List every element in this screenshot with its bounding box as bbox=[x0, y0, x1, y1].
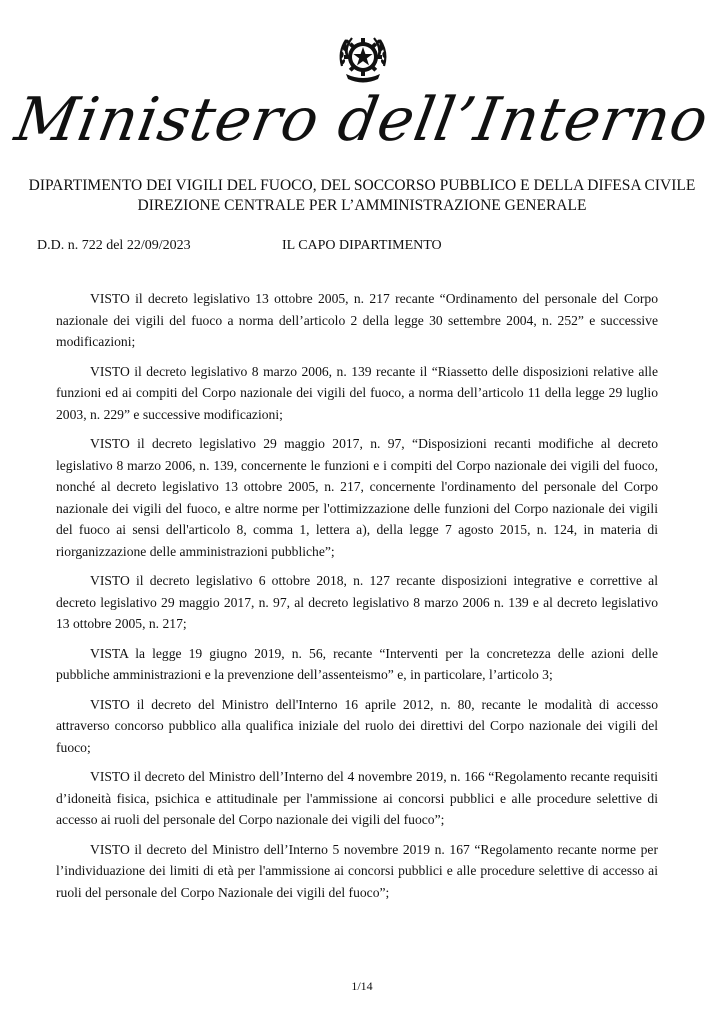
whereas-paragraph: VISTO il decreto del Ministro dell’Interno 5 novembre 2019 n. 167 “Regolamento recante norme per l’individuazione dei limiti di età per l'ammissione ai concorsi pubblici e alle procedure selettive di accesso ai ruoli del personale del Corpo Nazionale dei vigili del fuoco”; bbox=[56, 841, 658, 900]
italian-republic-emblem-icon bbox=[332, 26, 394, 88]
whereas-paragraph: VISTO il decreto legislativo 6 ottobre 2018, n. 127 recante disposizioni integrative e correttive al decreto legislativo 29 maggio 2017, n. 97, al decreto legislativo 8 marzo 2006 n. 139 e al decreto legislativo 13 ottobre 2005, n. 217; bbox=[56, 573, 658, 631]
direction-name: DIREZIONE CENTRALE PER L’AMMINISTRAZIONE GENERALE bbox=[137, 197, 587, 214]
whereas-paragraph: VISTA la legge 19 giugno 2019, n. 56, recante “Interventi per la concretezza delle azioni delle pubbliche amministrazioni e la prevenzione dell’assenteismo” e, in particolare, l’articolo 3; bbox=[56, 645, 658, 682]
whereas-paragraph: VISTO il decreto legislativo 13 ottobre 2005, n. 217 recante “Ordinamento del personale del Corpo nazionale dei vigili del fuoco a norma dell’articolo 2 della legge 30 settembre 2004, n. 252” e successive modificazioni; bbox=[56, 291, 658, 349]
whereas-paragraph: VISTO il decreto legislativo 29 maggio 2017, n. 97, “Disposizioni recanti modifiche al decreto legislativo 8 marzo 2006, n. 139, concernente le funzioni e i compiti del Corpo nazionale dei vigili del fuoco, nonché al decreto legislativo 13 ottobre 2005, n. 217, concernente l'ordinamento del personale del Corpo nazionale dei vigili del fuoco, e altre norme per l'ottimizzazione delle funzioni del Corpo nazionale dei vigili del fuoco ai sensi dell'articolo 8, comma 1, lettera a), della legge 7 agosto 2015, n. 124, in materia di riorganizzazione delle amministrazioni pubbliche”; bbox=[56, 436, 658, 559]
issuer-title: IL CAPO DIPARTIMENTO bbox=[282, 238, 442, 253]
whereas-paragraph: VISTO il decreto del Ministro dell’Interno del 4 novembre 2019, n. 166 “Regolamento recante requisiti d’idoneità fisica, psichica e attitudinale per l'ammissione ai concorsi pubblici e alle procedure selettive di accesso ai ruoli del personale del Corpo nazionale dei vigili del fuoco”; bbox=[56, 769, 658, 827]
whereas-paragraph: VISTO il decreto del Ministro dell'Interno 16 aprile 2012, n. 80, recante le modalità di accesso attraverso concorso pubblico alla qualifica iniziale del ruolo dei direttivi del Corpo nazionale dei vigili del fuoco; bbox=[56, 696, 658, 755]
department-name: DIPARTIMENTO DEI VIGILI DEL FUOCO, DEL SOCCORSO PUBBLICO E DELLA DIFESA CIVILE bbox=[28, 177, 696, 194]
decree-number: D.D. n. 722 del 22/09/2023 bbox=[37, 238, 191, 253]
whereas-paragraph: VISTO il decreto legislativo 8 marzo 2006, n. 139 recante il “Riassetto delle disposizioni relative alle funzioni ed ai compiti del Corpo nazionale dei vigili del fuoco, a norma dell’articolo 11 della legge 29 luglio 2003, n. 229” e successive modificazioni; bbox=[56, 363, 658, 422]
page-number: 1/14 bbox=[351, 979, 373, 993]
decree-body bbox=[56, 288, 658, 911]
ministry-title: Ministero dell’Interno bbox=[10, 85, 714, 155]
